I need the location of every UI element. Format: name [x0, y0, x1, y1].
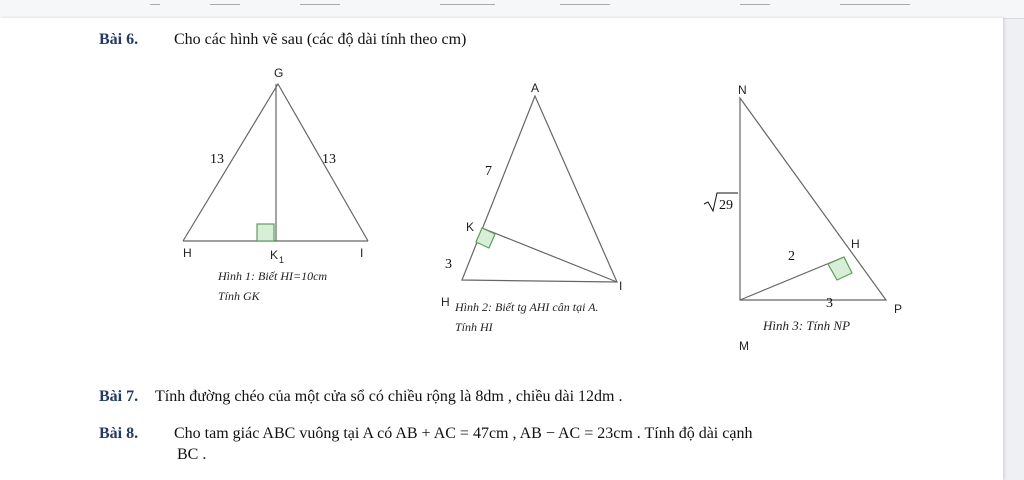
fig3-point-M: M: [739, 339, 749, 353]
fig2-point-K: K: [466, 220, 475, 234]
fig2-len-KH: 3: [445, 257, 452, 272]
figure-3: [704, 83, 902, 353]
fig3-len-MN-value: 29: [719, 198, 733, 213]
fig1-right-angle-mark: [257, 224, 274, 241]
fig2-len-AK: 7: [485, 164, 492, 179]
fig1-side-right: 13: [322, 152, 336, 167]
fig3-point-N: N: [738, 83, 747, 97]
fig3-caption: Hình 3: Tính NP: [763, 318, 851, 333]
bai6-label: Bài 6.: [99, 31, 139, 48]
figure-1: [183, 66, 368, 303]
fig1-point-G: G: [274, 66, 284, 80]
fig1-point-I: I: [360, 246, 364, 260]
bai6-text: Cho các hình vẽ sau (các độ dài tính theo cm): [174, 31, 467, 48]
fig1-caption-1: Hình 1: Biết HI=10cm: [218, 269, 328, 283]
bai8-label: Bài 8.: [99, 425, 139, 442]
bai8-line2: BC .: [177, 446, 207, 463]
figure-2: [441, 81, 622, 334]
fig3-len-HP: 3: [826, 296, 833, 311]
fig2-point-H: H: [441, 295, 450, 309]
bai7-label: Bài 7.: [99, 388, 139, 405]
fig2-point-I: I: [619, 279, 623, 293]
fig2-triangle-AHI: [462, 96, 617, 282]
fig1-side-left: 13: [210, 152, 224, 167]
fig1-point-K: K: [270, 248, 279, 262]
fig3-right-angle-mark: [828, 257, 852, 280]
fig3-point-H: H: [851, 237, 860, 251]
bai8-line1: Cho tam giác ABC vuông tại A có AB + AC = 47cm , AB − AC = 23cm . Tính độ dài cạnh: [174, 425, 753, 442]
fig1-caption-2: Tính GK: [218, 289, 260, 303]
fig2-right-angle-mark: [476, 228, 495, 248]
toolbar-strip: [0, 0, 1024, 19]
fig3-point-P: P: [894, 302, 903, 316]
figures-canvas: [0, 18, 1003, 480]
fig2-caption-2: Tính HI: [455, 320, 493, 334]
fig1-point-H: H: [183, 246, 192, 260]
fig1-point-K-sub: 1: [279, 255, 285, 265]
bai7-text: Tính đường chéo của một cửa sổ có chiều rộng là 8dm , chiều dài 12dm .: [155, 388, 623, 405]
fig3-len-MH: 2: [788, 249, 795, 264]
fig2-point-A: A: [531, 81, 540, 95]
fig3-len-MN: [704, 193, 738, 213]
fig2-caption-1: Hình 2: Biết tg AHI cân tại A.: [455, 300, 599, 314]
document-page: [0, 18, 1003, 480]
